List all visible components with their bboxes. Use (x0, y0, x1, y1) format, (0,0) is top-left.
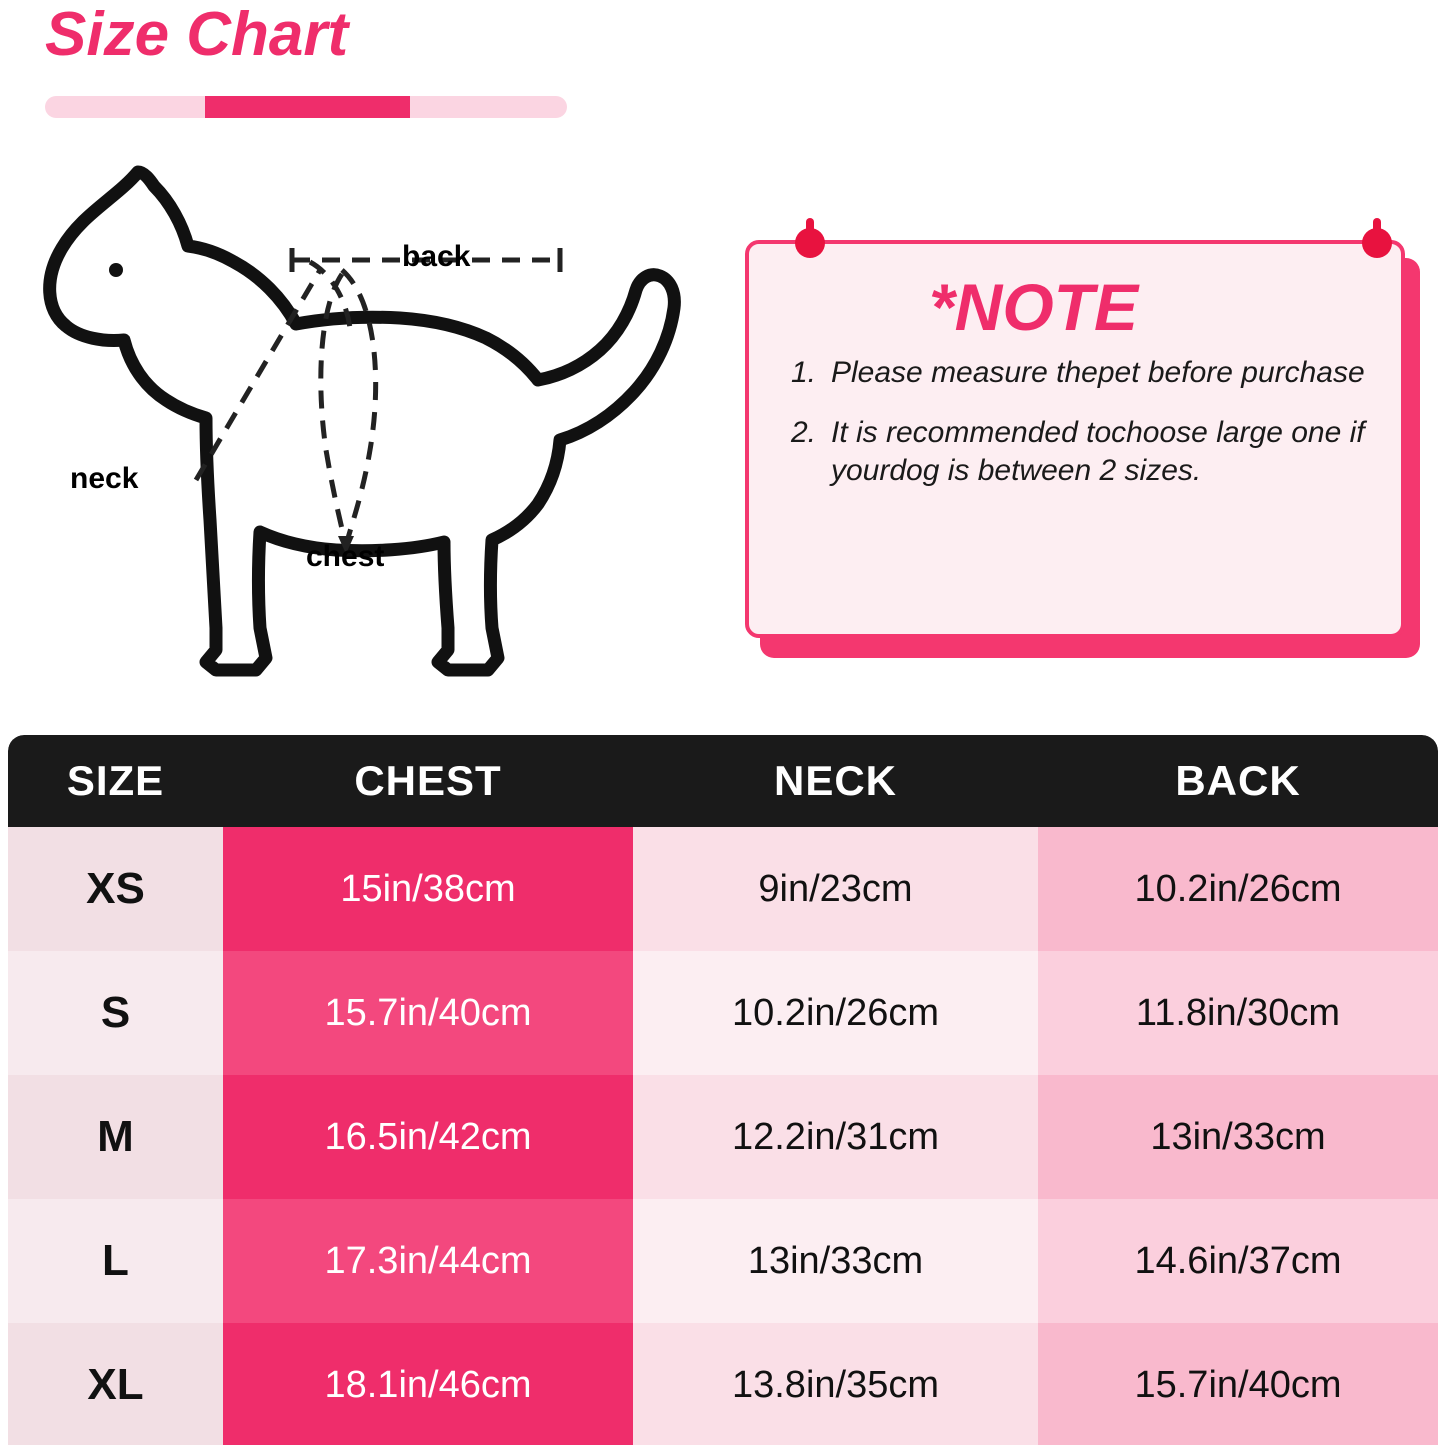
size-table (8, 735, 1438, 1445)
cell-size: XL (8, 1323, 223, 1445)
pin-right-icon (1362, 228, 1392, 258)
page-title: Size Chart (45, 0, 349, 69)
cell-neck: 9in/23cm (633, 827, 1038, 951)
title-underline-accent (205, 96, 410, 118)
note-item-text: Please measure thepet before purchase (831, 356, 1365, 389)
title-underline (45, 96, 567, 118)
table-row (8, 1323, 1438, 1445)
label-neck: neck (70, 462, 139, 495)
note-item-text: It is recommended tochoose large one if yourdog is between 2 sizes. (831, 416, 1365, 488)
cell-neck: 10.2in/26cm (633, 951, 1038, 1075)
cell-back: 14.6in/37cm (1038, 1199, 1438, 1323)
cell-chest: 17.3in/44cm (223, 1199, 633, 1323)
label-chest: chest (306, 540, 385, 573)
label-back: back (402, 240, 471, 273)
note-item-number: 1. (791, 356, 817, 389)
table-row (8, 951, 1438, 1075)
cell-neck: 12.2in/31cm (633, 1075, 1038, 1199)
column-header-chest: CHEST (223, 735, 633, 827)
cell-size: M (8, 1075, 223, 1199)
list-item (779, 354, 1371, 392)
note-item-number: 2. (791, 416, 817, 450)
cell-back: 13in/33cm (1038, 1075, 1438, 1199)
note-heading: *NOTE (929, 270, 1139, 344)
column-header-back: BACK (1038, 735, 1438, 827)
column-header-size: SIZE (8, 735, 223, 827)
table-row (8, 1199, 1438, 1323)
cell-neck: 13.8in/35cm (633, 1323, 1038, 1445)
table-header-row (8, 735, 1438, 827)
cell-back: 10.2in/26cm (1038, 827, 1438, 951)
cell-chest: 18.1in/46cm (223, 1323, 633, 1445)
note-card (745, 240, 1405, 638)
dog-measurement-diagram (20, 150, 720, 690)
table-row (8, 1075, 1438, 1199)
pin-left-icon (795, 228, 825, 258)
list-item (779, 414, 1371, 490)
cell-size: S (8, 951, 223, 1075)
cell-neck: 13in/33cm (633, 1199, 1038, 1323)
dog-silhouette-icon (20, 150, 720, 690)
cell-chest: 15.7in/40cm (223, 951, 633, 1075)
column-header-neck: NECK (633, 735, 1038, 827)
cell-chest: 15in/38cm (223, 827, 633, 951)
cell-size: XS (8, 827, 223, 951)
table-row (8, 827, 1438, 951)
cell-back: 15.7in/40cm (1038, 1323, 1438, 1445)
cell-chest: 16.5in/42cm (223, 1075, 633, 1199)
cell-back: 11.8in/30cm (1038, 951, 1438, 1075)
cell-size: L (8, 1199, 223, 1323)
note-list (779, 354, 1371, 490)
